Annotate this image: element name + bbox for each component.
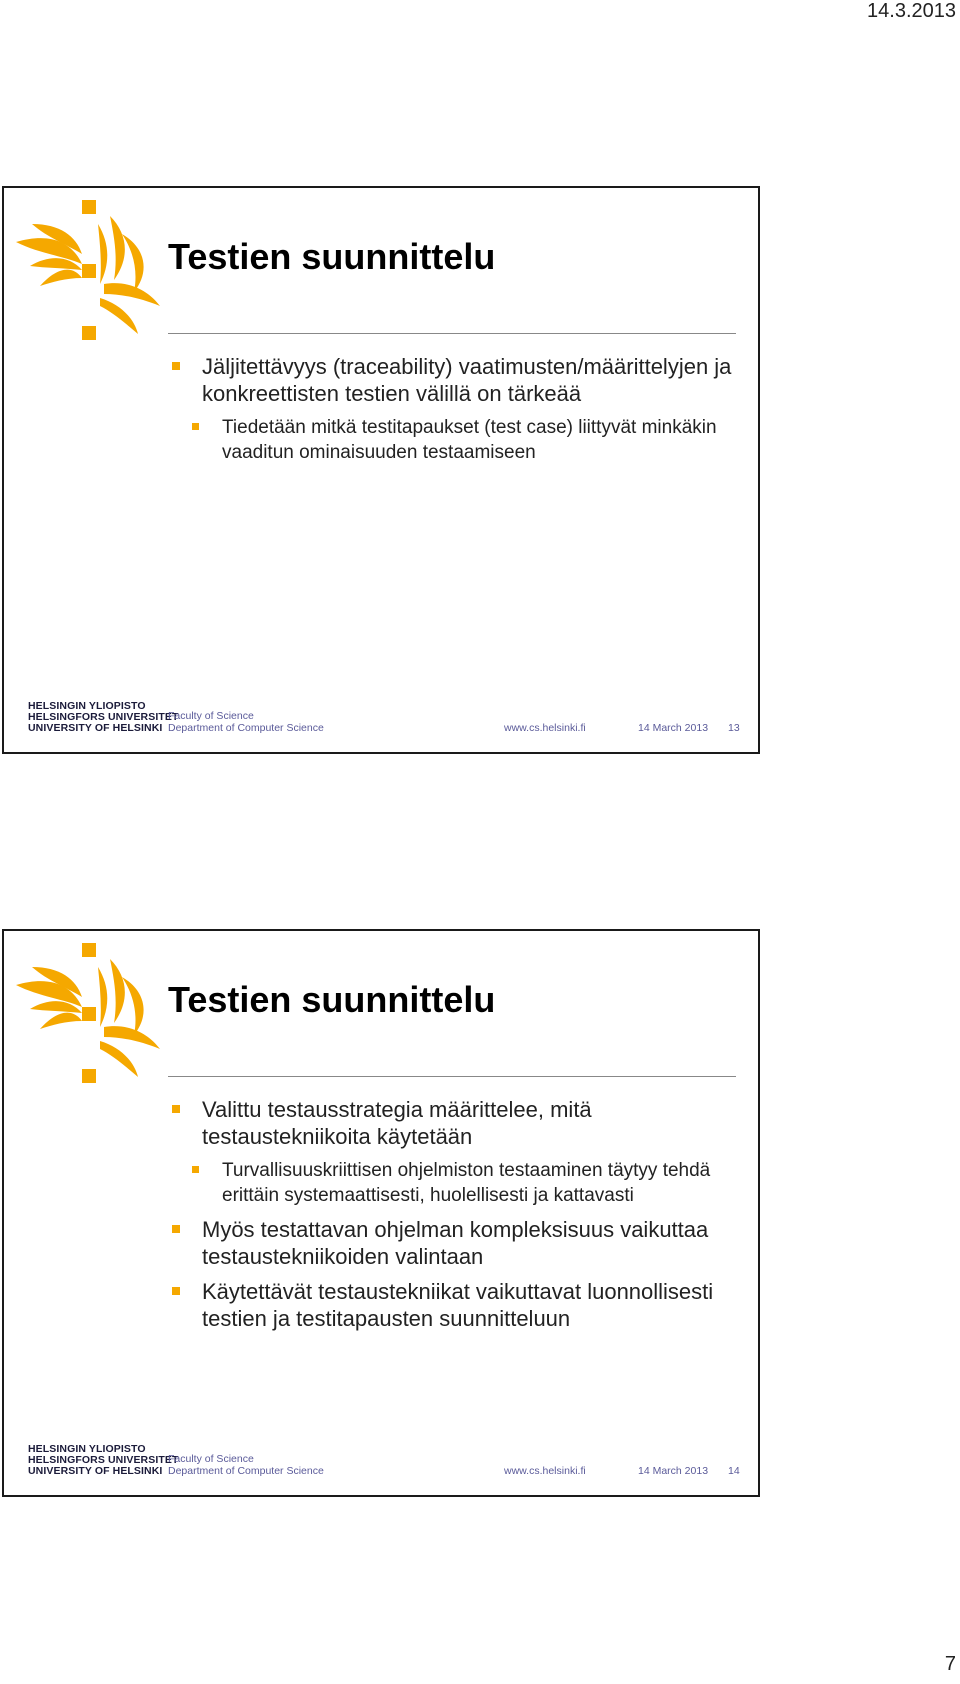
footer-department: Department of Computer Science <box>168 1465 324 1477</box>
footer-faculty: Faculty of Science <box>168 1453 254 1465</box>
slide-number: 14 <box>728 1465 740 1477</box>
university-flame-logo <box>10 194 170 344</box>
bullet-item: Jäljitettävyys (traceability) vaatimusten/määrittelyjen ja konkreettisten testien välillä on tärkeää <box>168 353 738 407</box>
slide-number: 13 <box>728 722 740 734</box>
slide-footer <box>4 1437 758 1481</box>
sub-bullet-item: Turvallisuuskriittisen ohjelmiston testaaminen täytyy tehdä erittäin systemaattisesti, huolellisesti ja kattavasti <box>168 1158 738 1208</box>
university-wordmark: HELSINGIN YLIOPISTO HELSINGFORS UNIVERSITET UNIVERSITY OF HELSINKI <box>28 1443 179 1477</box>
slide-title: Testien suunnittelu <box>168 979 496 1020</box>
footer-faculty: Faculty of Science <box>168 710 254 722</box>
bullet-item: Käytettävät testaustekniikat vaikuttavat luonnollisesti testien ja testitapausten suunnitteluun <box>168 1278 738 1332</box>
slide-13 <box>2 186 760 754</box>
bullet-item: Myös testattavan ohjelman kompleksisuus vaikuttaa testaustekniikoiden valintaan <box>168 1216 738 1270</box>
page-number: 7 <box>944 1653 956 1675</box>
slide-content <box>168 1096 738 1340</box>
footer-department: Department of Computer Science <box>168 722 324 734</box>
footer-date: 14 March 2013 <box>638 1465 709 1477</box>
footer-url: www.cs.helsinki.fi <box>504 722 586 734</box>
title-divider <box>168 1076 736 1077</box>
slide-14 <box>2 929 760 1497</box>
bullet-item: Valittu testausstrategia määrittelee, mitä testaustekniikoita käytetään <box>168 1096 738 1150</box>
sub-bullet-item: Tiedetään mitkä testitapaukset (test case) liittyvät minkäkin vaaditun ominaisuuden testaamiseen <box>168 415 738 465</box>
slide-title: Testien suunnittelu <box>168 236 496 277</box>
university-wordmark: HELSINGIN YLIOPISTO HELSINGFORS UNIVERSITET UNIVERSITY OF HELSINKI <box>28 700 179 734</box>
page-date: 14.3.2013 <box>867 0 956 22</box>
title-divider <box>168 333 736 334</box>
footer-date: 14 March 2013 <box>638 722 709 734</box>
university-flame-logo <box>10 937 170 1087</box>
footer-url: www.cs.helsinki.fi <box>504 1465 586 1477</box>
slide-footer <box>4 694 758 738</box>
slide-content <box>168 353 738 473</box>
